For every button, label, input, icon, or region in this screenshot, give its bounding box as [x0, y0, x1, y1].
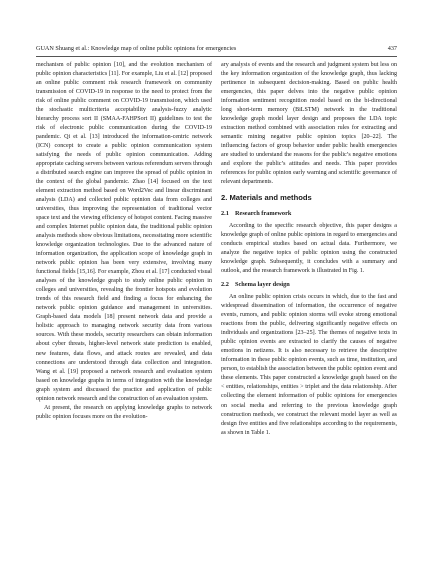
right-paragraph-3: An online public opinion crisis occurs in which, due to the fast and widespread dissemination of information, the occurrence of negative events, rumors, and public opinion storms will evoke strong emotional reactions from the public, delivering significantly negative effects on individuals and organizations [23–25]. The themes of negative texts in public opinion events are extracted to clarify the causes of negative emotions in netizens. It is also necessary to retrieve the descriptive information in these public opinion events, such as time, institution, and person, to establish the association between the public opinion event and these elements. This paper constructed a knowledge graph based on the < entities, relationships, entities > triplet and the data relationship. After collecting the element information of public opinions for emergencies on social media and referring to the previous knowledge graph construction methods, we construct the relevant model layer as well as design five entities and five relationships according to the requirements, as shown in Table 1.	[221, 294, 397, 436]
right-column	[221, 61, 397, 438]
subsection-heading-schema-layer	[221, 280, 397, 289]
subsection-number: 2.2	[221, 281, 229, 289]
right-paragraph-2: According to the specific research objective, this paper designs a knowledge graph of online public opinions in regard to emergencies and conducts empirical studies based on actual data. Furthermore, we analyze the negative topics of public opinion using the constructed knowledge graph. Subsequently, it concludes with a summary and outlook, and the research framework is illustrated in Fig. 1.	[221, 223, 397, 275]
section-heading-materials-methods: 2. Materials and methods	[221, 193, 312, 203]
subsection-title: Research framework	[235, 210, 292, 218]
subsection-number: 2.1	[221, 210, 229, 218]
left-paragraph-1: mechanism of public opinion [10], and the evolution mechanism of public opinion characteristics [11]. For example, Liu et al. [12] proposed an online public comment risk research framework on community transmission of COVID-19 in response to the need to protect from the risk of online public comment on COVID-19 transmission, which used the stochastic multicriteria acceptability analysis-fuzzy analytic hierarchy process sort II (SMAA-FAHPSort II) guidelines to test the risk of electronic public communication during the COVID-19 pandemic. Qi et al. [13] introduced the information-centric network (ICN) concept to create a public opinion communication system satisfying the needs of public opinion communication. Adding appropriate caching servers between various referendum servers through a distributed search engine can improve the spread of public opinion in the context of the global pandemic. Zhao [14] focused on the text element extraction method based on Word2Vec and linear discriminant analysis (LDA) and collected public opinion data from colleges and universities, thus improving the representation of traditional vector space text and the viewing efficiency of hotspot content. Facing massive and complex Internet public opinion data, the traditional public opinion analysis methods show obvious limitations, necessitating more scientific knowledge organization technologies. Due to the advanced nature of information organization, the application scope of knowledge graph in network public opinion has been very extensive, involving many functional fields [15,16]. For example, Zhou et al. [17] conducted visual analyses of the knowledge graph to study online public opinion in colleges and universities, revealing the frontier hotspots and evolution trends of this research field and finding a focus for enhancing the network public opinion guidance and management in universities. Graph-based data models [18] present network data and provide a holistic approach to managing network security data from various sources. With these models, security researchers can obtain information about cyber threats, higher-level network state prediction is enabled, new features, data flows, and attack routes are revealed, and data connections are understood through data collection and integration. Wang et al. [19] proposed a network research and evaluation system based on knowledge graphs in terms of integration with the knowledge graph system and discussed the practice and application of public opinion network research and the construction of an evaluation system.	[36, 62, 212, 402]
subsection-heading-research-framework	[221, 209, 397, 218]
page-number: 437	[387, 45, 397, 52]
running-header	[36, 44, 397, 57]
running-title: GUAN Shuang et al.: Knowledge map of online public opinions for emergencies	[36, 45, 237, 52]
right-paragraph-1: ary analysis of events and the research and judgment system but less on the key information organization of the knowledge graph, thus lacking pertinence in subsequent decision-making. Based on public health emergencies, this paper delves into the negative public opinion information sentiment recognition model based on the bi-directional long short-term memory (BiLSTM) network in the traditional knowledge graph model layer design and proposes the LDA topic extraction method combined with association rules for extracting and semantic mining negative public opinion topics [20–22]. The influencing factors of group behavior under public health emergencies are studied to understand the reasons for the public’s negative emotions and explore the public’s attitudes and needs. This paper provides references for public opinion early warning and scientific governance of relevant departments.	[221, 62, 397, 186]
left-paragraph-2: At present, the research on applying knowledge graphs to network public opinion focuses more on the evolution-	[36, 404, 212, 420]
left-column	[36, 61, 212, 422]
subsection-title: Schema layer design	[235, 281, 290, 289]
